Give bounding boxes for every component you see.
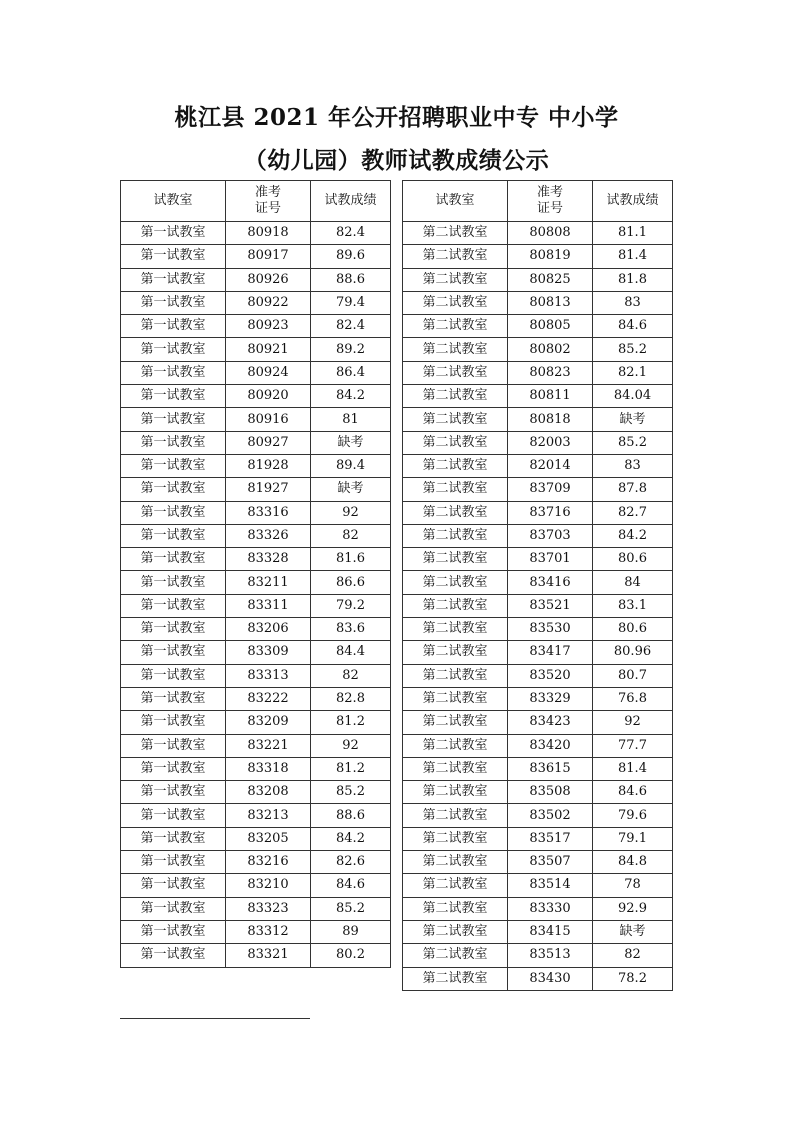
- exam-id-cell: 80921: [226, 338, 311, 361]
- room-cell: 第一试教室: [121, 594, 226, 617]
- table-row: [403, 781, 673, 804]
- table-row: [121, 408, 391, 431]
- table-row: [403, 874, 673, 897]
- table-row: [121, 478, 391, 501]
- table-header-row: [403, 181, 673, 222]
- exam-id-cell: 83208: [226, 781, 311, 804]
- score-cell: 92: [311, 501, 391, 524]
- score-cell: 83: [593, 454, 673, 477]
- header-exam-id: [226, 181, 311, 222]
- score-cell: 85.2: [593, 338, 673, 361]
- score-cell: 85.2: [311, 897, 391, 920]
- room-cell: 第二试教室: [403, 711, 508, 734]
- score-cell: 82: [593, 944, 673, 967]
- room-cell: 第一试教室: [121, 618, 226, 641]
- room-cell: 第二试教室: [403, 687, 508, 710]
- table-row: [403, 385, 673, 408]
- score-cell: 84.4: [311, 641, 391, 664]
- exam-id-cell: 80802: [508, 338, 593, 361]
- exam-id-cell: 83311: [226, 594, 311, 617]
- table-row: [121, 245, 391, 268]
- header-exam-id-line1: 准考: [254, 185, 281, 200]
- header-score: 试教成绩: [311, 181, 391, 222]
- exam-id-cell: 83502: [508, 804, 593, 827]
- exam-id-cell: 83420: [508, 734, 593, 757]
- score-cell: 85.2: [593, 431, 673, 454]
- table-row: [403, 548, 673, 571]
- table-row: [403, 431, 673, 454]
- room-cell: 第二试教室: [403, 641, 508, 664]
- header-score: 试教成绩: [593, 181, 673, 222]
- table-row: [121, 338, 391, 361]
- table-row: [121, 291, 391, 314]
- exam-id-cell: 83323: [226, 897, 311, 920]
- room-cell: 第二试教室: [403, 944, 508, 967]
- page-title-line1: 桃江县 2021 年公开招聘职业中专 中小学: [174, 104, 619, 131]
- table-row: [403, 804, 673, 827]
- room-cell: 第二试教室: [403, 291, 508, 314]
- room-cell: 第二试教室: [403, 268, 508, 291]
- exam-id-cell: 83316: [226, 501, 311, 524]
- table-row: [403, 920, 673, 943]
- exam-id-cell: 83312: [226, 920, 311, 943]
- exam-id-cell: 83221: [226, 734, 311, 757]
- score-cell: 76.8: [593, 687, 673, 710]
- table-row: [121, 874, 391, 897]
- scores-table-second-room: [402, 180, 673, 991]
- room-cell: 第一试教室: [121, 827, 226, 850]
- room-cell: 第二试教室: [403, 501, 508, 524]
- score-cell: 82.4: [311, 222, 391, 245]
- exam-id-cell: 80924: [226, 361, 311, 384]
- table-row: [403, 897, 673, 920]
- exam-id-cell: 83321: [226, 944, 311, 967]
- footnote-separator: [120, 1018, 310, 1019]
- exam-id-cell: 83514: [508, 874, 593, 897]
- table-row: [121, 548, 391, 571]
- room-cell: 第一试教室: [121, 291, 226, 314]
- exam-id-cell: 83615: [508, 757, 593, 780]
- room-cell: 第二试教室: [403, 851, 508, 874]
- exam-id-cell: 83415: [508, 920, 593, 943]
- room-cell: 第二试教室: [403, 245, 508, 268]
- table-row: [403, 454, 673, 477]
- room-cell: 第二试教室: [403, 454, 508, 477]
- table-header-row: [121, 181, 391, 222]
- room-cell: 第二试教室: [403, 781, 508, 804]
- room-cell: 第一试教室: [121, 641, 226, 664]
- exam-id-cell: 83507: [508, 851, 593, 874]
- score-cell: 88.6: [311, 268, 391, 291]
- score-cell: 86.4: [311, 361, 391, 384]
- exam-id-cell: 83423: [508, 711, 593, 734]
- score-cell: 83: [593, 291, 673, 314]
- exam-id-cell: 83206: [226, 618, 311, 641]
- exam-id-cell: 81928: [226, 454, 311, 477]
- table-row: [403, 618, 673, 641]
- table-row: [121, 757, 391, 780]
- exam-id-cell: 80927: [226, 431, 311, 454]
- room-cell: 第二试教室: [403, 757, 508, 780]
- exam-id-cell: 83701: [508, 548, 593, 571]
- exam-id-cell: 80917: [226, 245, 311, 268]
- exam-id-cell: 83222: [226, 687, 311, 710]
- exam-id-cell: 83330: [508, 897, 593, 920]
- table-row: [403, 664, 673, 687]
- room-cell: 第一试教室: [121, 711, 226, 734]
- table-row: [121, 222, 391, 245]
- exam-id-cell: 80818: [508, 408, 593, 431]
- table-row: [403, 361, 673, 384]
- exam-id-cell: 83508: [508, 781, 593, 804]
- score-cell: 缺考: [311, 431, 391, 454]
- score-cell: 83.6: [311, 618, 391, 641]
- room-cell: 第一试教室: [121, 245, 226, 268]
- exam-id-cell: 80811: [508, 385, 593, 408]
- table-row: [403, 291, 673, 314]
- exam-id-cell: 83216: [226, 851, 311, 874]
- exam-id-cell: 83521: [508, 594, 593, 617]
- score-cell: 缺考: [593, 408, 673, 431]
- score-cell: 84.2: [311, 827, 391, 850]
- score-cell: 81.8: [593, 268, 673, 291]
- room-cell: 第一试教室: [121, 338, 226, 361]
- score-cell: 92: [593, 711, 673, 734]
- score-cell: 84.2: [593, 524, 673, 547]
- table-row: [121, 315, 391, 338]
- score-cell: 84.6: [311, 874, 391, 897]
- table-row: [403, 245, 673, 268]
- exam-id-cell: 83326: [226, 524, 311, 547]
- score-cell: 86.6: [311, 571, 391, 594]
- room-cell: 第二试教室: [403, 734, 508, 757]
- exam-id-cell: 83309: [226, 641, 311, 664]
- table-row: [403, 967, 673, 990]
- exam-id-cell: 81927: [226, 478, 311, 501]
- table-row: [403, 338, 673, 361]
- exam-id-cell: 83520: [508, 664, 593, 687]
- score-cell: 81.1: [593, 222, 673, 245]
- score-cell: 81: [311, 408, 391, 431]
- score-cell: 缺考: [311, 478, 391, 501]
- table-row: [403, 757, 673, 780]
- room-cell: 第一试教室: [121, 920, 226, 943]
- table-row: [403, 222, 673, 245]
- table-row: [121, 920, 391, 943]
- table-row: [121, 618, 391, 641]
- room-cell: 第一试教室: [121, 315, 226, 338]
- score-cell: 84.2: [311, 385, 391, 408]
- room-cell: 第二试教室: [403, 874, 508, 897]
- header-exam-id-line1: 准考: [536, 185, 563, 200]
- table-row: [121, 268, 391, 291]
- score-cell: 82.8: [311, 687, 391, 710]
- room-cell: 第一试教室: [121, 548, 226, 571]
- exam-id-cell: 83328: [226, 548, 311, 571]
- table-body-left: [121, 222, 391, 968]
- room-cell: 第二试教室: [403, 618, 508, 641]
- room-cell: 第一试教室: [121, 734, 226, 757]
- score-cell: 80.6: [593, 548, 673, 571]
- score-cell: 92: [311, 734, 391, 757]
- room-cell: 第一试教室: [121, 431, 226, 454]
- score-cell: 83.1: [593, 594, 673, 617]
- exam-id-cell: 80920: [226, 385, 311, 408]
- exam-id-cell: 80805: [508, 315, 593, 338]
- table-row: [403, 827, 673, 850]
- room-cell: 第一试教室: [121, 408, 226, 431]
- exam-id-cell: 80918: [226, 222, 311, 245]
- table-row: [121, 851, 391, 874]
- header-exam-id: [508, 181, 593, 222]
- table-row: [121, 641, 391, 664]
- room-cell: 第二试教室: [403, 222, 508, 245]
- score-cell: 80.7: [593, 664, 673, 687]
- table-row: [403, 734, 673, 757]
- room-cell: 第一试教室: [121, 501, 226, 524]
- score-cell: 87.8: [593, 478, 673, 501]
- score-cell: 89: [311, 920, 391, 943]
- table-row: [121, 431, 391, 454]
- exam-id-cell: 83329: [508, 687, 593, 710]
- room-cell: 第二试教室: [403, 315, 508, 338]
- score-cell: 84: [593, 571, 673, 594]
- score-cell: 78.2: [593, 967, 673, 990]
- score-cell: 82: [311, 664, 391, 687]
- exam-id-cell: 80916: [226, 408, 311, 431]
- table-row: [403, 478, 673, 501]
- exam-id-cell: 80813: [508, 291, 593, 314]
- room-cell: 第一试教室: [121, 222, 226, 245]
- table-row: [403, 571, 673, 594]
- room-cell: 第二试教室: [403, 967, 508, 990]
- table-row: [121, 571, 391, 594]
- room-cell: 第二试教室: [403, 338, 508, 361]
- table-row: [121, 734, 391, 757]
- room-cell: 第一试教室: [121, 897, 226, 920]
- exam-id-cell: 80823: [508, 361, 593, 384]
- room-cell: 第一试教室: [121, 361, 226, 384]
- exam-id-cell: 83513: [508, 944, 593, 967]
- exam-id-cell: 83416: [508, 571, 593, 594]
- table-body-right: [403, 222, 673, 991]
- table-row: [121, 804, 391, 827]
- exam-id-cell: 83703: [508, 524, 593, 547]
- room-cell: 第一试教室: [121, 874, 226, 897]
- exam-id-cell: 82003: [508, 431, 593, 454]
- table-row: [121, 501, 391, 524]
- score-cell: 82.6: [311, 851, 391, 874]
- exam-id-cell: 83417: [508, 641, 593, 664]
- score-cell: 79.2: [311, 594, 391, 617]
- score-cell: 82: [311, 524, 391, 547]
- score-cell: 81.4: [593, 245, 673, 268]
- score-cell: 88.6: [311, 804, 391, 827]
- header-room: 试教室: [121, 181, 226, 222]
- room-cell: 第二试教室: [403, 571, 508, 594]
- exam-id-cell: 83313: [226, 664, 311, 687]
- room-cell: 第一试教室: [121, 781, 226, 804]
- exam-id-cell: 83213: [226, 804, 311, 827]
- room-cell: 第一试教室: [121, 478, 226, 501]
- score-cell: 82.4: [311, 315, 391, 338]
- room-cell: 第二试教室: [403, 827, 508, 850]
- room-cell: 第二试教室: [403, 664, 508, 687]
- score-cell: 79.1: [593, 827, 673, 850]
- table-row: [121, 781, 391, 804]
- score-cell: 81.6: [311, 548, 391, 571]
- exam-id-cell: 80819: [508, 245, 593, 268]
- table-row: [121, 687, 391, 710]
- score-cell: 84.6: [593, 781, 673, 804]
- room-cell: 第二试教室: [403, 431, 508, 454]
- room-cell: 第二试教室: [403, 524, 508, 547]
- room-cell: 第二试教室: [403, 478, 508, 501]
- room-cell: 第一试教室: [121, 524, 226, 547]
- table-row: [121, 897, 391, 920]
- room-cell: 第二试教室: [403, 408, 508, 431]
- score-cell: 82.7: [593, 501, 673, 524]
- table-row: [121, 361, 391, 384]
- exam-id-cell: 80926: [226, 268, 311, 291]
- exam-id-cell: 83430: [508, 967, 593, 990]
- table-row: [403, 944, 673, 967]
- exam-id-cell: 83530: [508, 618, 593, 641]
- table-row: [121, 944, 391, 967]
- table-row: [121, 524, 391, 547]
- table-row: [403, 315, 673, 338]
- room-cell: 第二试教室: [403, 804, 508, 827]
- room-cell: 第一试教室: [121, 851, 226, 874]
- exam-id-cell: 80922: [226, 291, 311, 314]
- score-cell: 84.8: [593, 851, 673, 874]
- table-row: [121, 664, 391, 687]
- table-row: [403, 687, 673, 710]
- score-cell: 79.6: [593, 804, 673, 827]
- exam-id-cell: 83210: [226, 874, 311, 897]
- exam-id-cell: 80923: [226, 315, 311, 338]
- table-row: [403, 524, 673, 547]
- score-cell: 92.9: [593, 897, 673, 920]
- scores-table-first-room: [120, 180, 391, 968]
- exam-id-cell: 83517: [508, 827, 593, 850]
- exam-id-cell: 80825: [508, 268, 593, 291]
- table-row: [121, 594, 391, 617]
- room-cell: 第一试教室: [121, 804, 226, 827]
- score-cell: 80.6: [593, 618, 673, 641]
- score-cell: 79.4: [311, 291, 391, 314]
- room-cell: 第一试教室: [121, 571, 226, 594]
- room-cell: 第一试教室: [121, 454, 226, 477]
- exam-id-cell: 80808: [508, 222, 593, 245]
- exam-id-cell: 83209: [226, 711, 311, 734]
- score-cell: 89.6: [311, 245, 391, 268]
- room-cell: 第一试教室: [121, 944, 226, 967]
- score-cell: 78: [593, 874, 673, 897]
- table-row: [403, 268, 673, 291]
- page-title-line2: （幼儿园）教师试教成绩公示: [243, 147, 550, 174]
- header-room: 试教室: [403, 181, 508, 222]
- table-row: [121, 827, 391, 850]
- room-cell: 第二试教室: [403, 920, 508, 943]
- exam-id-cell: 83318: [226, 757, 311, 780]
- score-cell: 80.2: [311, 944, 391, 967]
- score-cell: 81.4: [593, 757, 673, 780]
- score-cell: 80.96: [593, 641, 673, 664]
- room-cell: 第一试教室: [121, 687, 226, 710]
- score-cell: 82.1: [593, 361, 673, 384]
- room-cell: 第一试教室: [121, 385, 226, 408]
- table-row: [121, 385, 391, 408]
- table-row: [121, 454, 391, 477]
- room-cell: 第二试教室: [403, 548, 508, 571]
- score-cell: 缺考: [593, 920, 673, 943]
- table-row: [403, 641, 673, 664]
- room-cell: 第二试教室: [403, 594, 508, 617]
- exam-id-cell: 83709: [508, 478, 593, 501]
- score-cell: 81.2: [311, 757, 391, 780]
- score-cell: 84.04: [593, 385, 673, 408]
- table-row: [403, 851, 673, 874]
- room-cell: 第一试教室: [121, 664, 226, 687]
- room-cell: 第一试教室: [121, 268, 226, 291]
- table-row: [403, 594, 673, 617]
- score-cell: 89.2: [311, 338, 391, 361]
- table-row: [121, 711, 391, 734]
- room-cell: 第一试教室: [121, 757, 226, 780]
- room-cell: 第二试教室: [403, 897, 508, 920]
- exam-id-cell: 82014: [508, 454, 593, 477]
- header-exam-id-line2: 证号: [536, 201, 563, 216]
- room-cell: 第二试教室: [403, 385, 508, 408]
- header-exam-id-line2: 证号: [254, 201, 281, 216]
- score-cell: 77.7: [593, 734, 673, 757]
- score-cell: 84.6: [593, 315, 673, 338]
- table-row: [403, 408, 673, 431]
- room-cell: 第二试教室: [403, 361, 508, 384]
- score-cell: 89.4: [311, 454, 391, 477]
- score-cell: 85.2: [311, 781, 391, 804]
- exam-id-cell: 83211: [226, 571, 311, 594]
- score-cell: 81.2: [311, 711, 391, 734]
- table-row: [403, 501, 673, 524]
- exam-id-cell: 83205: [226, 827, 311, 850]
- exam-id-cell: 83716: [508, 501, 593, 524]
- table-row: [403, 711, 673, 734]
